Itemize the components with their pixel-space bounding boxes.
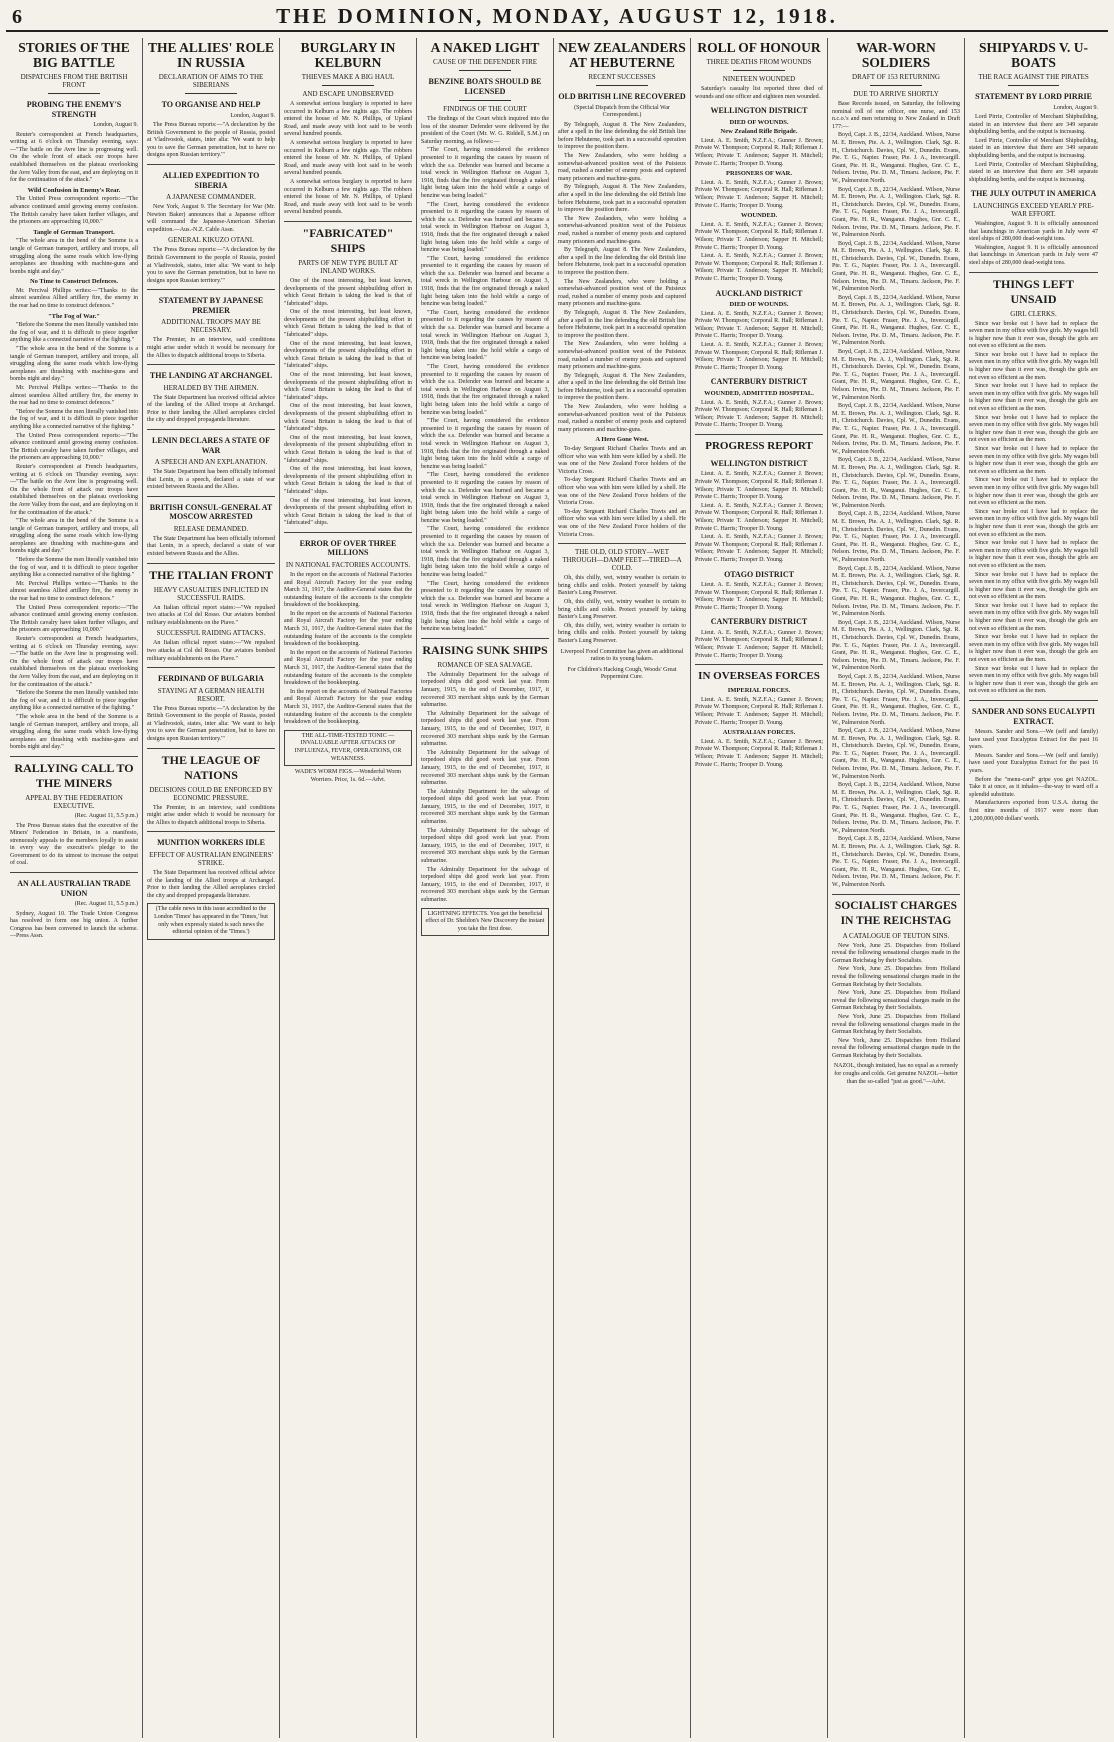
paragraph: Boyd, Capt. J. B., 22/34, Auckland. Wilson, Nurse M. E. Brown, Pte. A. J., Wellington. Clark, Sgt. R. H., Christchurch. Davies, Cpl. W., Dunedin. Evans, Pte. T. G., Napier. Fraser, Pte. J. A., Invercargill. Grant, Pte. H. R., Wanganui. Hughes, Gnr. C. E., Nelson. Irvine, Pte. D. M., Timaru. Jackson, Pte. F. W., Palmerston North. — [832, 132, 960, 184]
column-6 — [691, 38, 828, 1738]
subhead: DISPATCHES FROM THE BRITISH FRONT — [20, 73, 128, 89]
subhead: CAUSE OF THE DEFENDER FIRE — [432, 58, 538, 66]
column-8 — [965, 38, 1102, 1738]
subhead: PARTS OF NEW TYPE BUILT AT INLAND WORKS. — [298, 258, 398, 275]
paragraph: One of the most interesting, but least known, developments of the present shipbuilding effort in which Great Britain is taking the lead is that of "fabricated" ships. — [284, 372, 412, 401]
advertisement: THE ALL-TIME-TESTED TONIC — INVALUABLE AFTER ATTACKS OF INFLUENZA, FEVER, OPERATIONS, OR WEAKNESS. — [284, 730, 412, 766]
paragraph: Lieut. A. E. Smith, N.Z.F.A.; Gunner J. Brown; Private W. Thompson; Corporal R. Hall; Rifleman J. Wilson; Private T. Anderson; Sapper H. Mitchell; Private C. Harris; Trooper D. Young. — [695, 738, 823, 768]
paragraph: Lieut. A. E. Smith, N.Z.F.A.; Gunner J. Brown; Private W. Thompson; Corporal R. Hall; Rifleman J. Wilson; Private T. Anderson; Sapper H. Mitchell; Private C. Harris; Trooper D. Young. — [695, 471, 823, 501]
subhead: FINDINGS OF THE COURT — [443, 105, 527, 113]
paragraph: One of the most interesting, but least known, developments of the present shipbuilding effort in which Great Britain is taking the lead is that of "fabricated" ships. — [284, 403, 412, 433]
paragraph: Boyd, Capt. J. B., 22/34, Auckland. Wilson, Nurse M. E. Brown, Pte. A. J., Wellington. Clark, Sgt. R. H., Christchurch. Davies, Cpl. W., Dunedin. Evans, Pte. T. G., Napier. Fraser, Pte. J. A., Invercargill. Grant, Pte. H. R., Wanganui. Hughes, Gnr. C. E., Nelson. Irvine, Pte. D. M., Timaru. Jackson, Pte. F. W., Palmerston North. — [832, 186, 960, 239]
subhead: GENERAL KIKUZO OTANI. — [168, 236, 254, 245]
paragraph: Sydney, August 10. The Trade Union Congress has resolved to form one big union. A further Congress has been convened to launch the scheme.—Press Assn. — [10, 910, 138, 940]
subhead: PRISONERS OF WAR. — [726, 170, 792, 178]
dateline: London, August 9. — [1053, 104, 1098, 111]
paragraph: To-day Sergeant Richard Charles Travis and an officer who was with him were killed by a shell. He was one of the New Zealand Force holders of the Victoria Cross. — [558, 477, 686, 507]
subhead: DIED OF WOUNDS. — [729, 118, 789, 126]
dateline: London, August 9. — [93, 122, 138, 128]
headline-shipyards: SHIPYARDS V. U-BOATS — [979, 40, 1088, 70]
paragraph: Lieut. A. E. Smith, N.Z.F.A.; Gunner J. Brown; Private W. Thompson; Corporal R. Hall; Rifleman J. Wilson; Private T. Anderson; Sapper H. Mitchell; Private C. Harris; Trooper D. Young. — [695, 342, 823, 371]
paragraph: An Italian official report states:—"We repulsed two attacks at Col del Rosso. Our aviators bombed military establishments on the Piave." — [147, 604, 275, 626]
paragraph: One of the most interesting, but least known, developments of the present shipbuilding effort in which Great Britain is taking the lead is that of "fabricated" ships. — [284, 277, 412, 307]
subhead: No Time to Construct Defences. — [29, 278, 119, 286]
district-heading: OTAGO DISTRICT — [724, 569, 794, 579]
subhead: A SPEECH AND AN EXPLANATION. — [154, 458, 268, 467]
paragraph: The New Zealanders, who were holding a somewhat-advanced position west of the Puisieux road, rushed a number of enemy posts and captured many prisoners and machine-guns. — [558, 404, 686, 433]
paragraph: One of the most interesting, but least known, developments of the present shipbuilding effort in which Great Britain is taking the lead is that of "fabricated" ships. — [284, 497, 412, 527]
paragraph: By Telegraph, August 8. The New Zealanders, after a spell in the line defending the old British line before Hebuterne, took part in a successful operation to improve the position there. — [558, 247, 686, 276]
paragraph: Boyd, Capt. J. B., 22/34, Auckland. Wilson, Nurse M. E. Brown, Pte. A. J., Wellington. Clark, Sgt. R. H., Christchurch. Davies, Cpl. W., Dunedin. Evans, Pte. T. G., Napier. Fraser, Pte. J. A., Invercargill. Grant, Pte. H. R., Wanganui. Hughes, Gnr. C. E., Nelson. Irvine, Pte. D. M., Timaru. Jackson, Pte. F. W., Palmerston North. — [832, 457, 960, 509]
paragraph: "The whole area in the bend of the Somme is a tangle of German transport, artillery and troops, all struggling along the same roads which low-flying aeroplanes are thrashing with machine-guns and bombs night and day." — [10, 518, 138, 555]
paragraph: The United Press correspondent reports:—"The advance continued amid growing enemy confusion. The British cavalry have taken further villages, and the prisoners are approaching 10,000." — [10, 604, 138, 634]
advertisement: NAZOL, though imitated, has no equal as a remedy for coughs and colds. Get genuine NAZOL—better than the so-called "just as good."—Advt. — [833, 1063, 959, 1085]
paragraph: One of the most interesting, but least known, developments of the present shipbuilding effort in which Great Britain is taking the lead is that of "fabricated" ships. — [284, 434, 412, 464]
paragraph: The State Department has been officially informed that Lenin, in a speech, declared a state of war existed between Russia and the Allies. — [147, 469, 275, 491]
paragraph: Mr. Percival Phillips writes:—"Thanks to the almost seamless Allied artillery fire, the enemy in the rear had no time to construct defences." — [10, 580, 138, 603]
paragraph: The Admiralty Department for the salvage of torpedoed ships did good work last year. From January, 1915, to the end of December, 1917, it recovered 303 merchant ships sunk by the German submarine. — [421, 710, 549, 748]
paragraph: Since war broke out I have had to replace the seven men in my office with five girls. My wages bill is higher now than it ever was, though the girls are not even so efficient as the men. — [969, 634, 1098, 664]
paragraph: Lieut. A. E. Smith, N.Z.F.A.; Gunner J. Brown; Private W. Thompson; Corporal R. Hall; Rifleman J. Wilson; Private T. Anderson; Sapper H. Mitchell; Private C. Harris; Trooper D. Young. — [695, 399, 823, 429]
subhead: HERALDED BY THE AIRMEN. — [163, 383, 259, 392]
paragraph: Oh, this chilly, wet, wintry weather is certain to bring chills and colds. Protect yourself by taking Baxter's Lung Preserver. — [558, 622, 686, 644]
paragraph: Saturday's casualty list reported three died of wounds and one officer and eighteen men wounded. — [695, 86, 823, 100]
paragraph: The Press Bureau reports:—"A declaration by the British Government to the people of Russia, posted at Vladivostok, states, inter alia: 'We want to help you to save the German penetration, but to have no designs upon Russian territory.'" — [147, 247, 275, 284]
paragraph: "Before the Somme the men literally vanished into the fog of war, and it is difficult to piece together anything like a connected narrative of the fighting." — [10, 690, 138, 712]
subhead: IN NATIONAL FACTORIES ACCOUNTS. — [285, 560, 411, 569]
district-heading: WELLINGTON DISTRICT — [710, 458, 808, 468]
paragraph: Lieut. A. E. Smith, N.Z.F.A.; Gunner J. Brown; Private W. Thompson; Corporal R. Hall; Rifleman J. Wilson; Private T. Anderson; Sapper H. Mitchell; Private C. Harris; Trooper D. Young. — [695, 534, 823, 563]
subhead: ROMANCE OF SEA SALVAGE. — [437, 660, 533, 669]
paragraph: New York, June 25. Dispatches from Holland reveal the following sensational charges made in the German Reichstag by their Socialists. — [832, 990, 960, 1012]
paragraph: Since war broke out I have had to replace the seven men in my office with five girls. My wages bill is higher now than it ever was, though the girls are not even so efficient as the men. — [969, 446, 1098, 475]
paragraph: In the report on the accounts of National Factories and Royal Aircraft Factory for the year ending March 31, 1917, the Auditor-General states that the outstanding feature of the accounts is the complete breakdown of the bookkeeping. — [284, 649, 412, 687]
headline-war-worn: WAR-WORN SOLDIERS — [856, 40, 936, 70]
headline-naked-light: A NAKED LIGHT — [430, 40, 540, 55]
paragraph: Boyd, Capt. J. B., 22/34, Auckland. Wilson, Nurse M. E. Brown, Pte. A. J., Wellington. Clark, Sgt. R. H., Christchurch. Davies, Cpl. W., Dunedin. Evans, Pte. T. G., Napier. Fraser, Pte. J. A., Invercargill. Grant, Pte. H. R., Wanganui. Hughes, Gnr. C. E., Nelson. Irvine, Pte. D. M., Timaru. Jackson, Pte. F. W., Palmerston North. — [832, 294, 960, 347]
paragraph: "The Court, having considered the evidence presented to it regarding the causes by reason of which the s.s. Defender was burned and became a total wreck in Wellington Harbour on August 3, 1918, finds that the fire originated through a naked light being taken into the hold while a cargo of benzine was being loaded." — [421, 580, 549, 633]
subhead: DECISIONS COULD BE ENFORCED BY ECONOMIC PRESSURE. — [149, 785, 273, 802]
subhead: RELEASE DEMANDED. — [173, 524, 249, 533]
subhead: Tangle of German Transport. — [33, 228, 115, 236]
paragraph: Before the "menu-card" gripe you get NAZOL. Take it at once, as it inhales—the-way to ward off a splendid substitute. — [969, 776, 1098, 798]
dateline: London, August 9. — [230, 112, 275, 119]
subhead: ALLIED EXPEDITION TO SIBERIA — [162, 171, 260, 190]
subhead: LENIN DECLARES A STATE OF WAR — [152, 436, 270, 455]
paragraph: Lieut. A. E. Smith, N.Z.F.A.; Gunner J. Brown; Private W. Thompson; Corporal R. Hall; Rifleman J. Wilson; Private T. Anderson; Sapper H. Mitchell; Private C. Harris; Trooper D. Young. — [695, 137, 823, 167]
paragraph: Washington, August 9. It is officially announced that launchings in American yards in July were 47 steel ships of 280,000 dead-weight tons. — [969, 244, 1098, 266]
paragraph: Reuter's correspondent at French headquarters, writing at 6 o'clock on Thursday evening, says:—"The battle on the Avre line is progressing well. On the whole front of attack our troops have established themselves on the plateau overlooking the Avre Valley from the east, and are deploying on it for the continuation of the attack." — [10, 463, 138, 516]
paragraph: Boyd, Capt. J. B., 22/34, Auckland. Wilson, Nurse M. E. Brown, Pte. A. J., Wellington. Clark, Sgt. R. H., Christchurch. Davies, Cpl. W., Dunedin. Evans, Pte. T. G., Napier. Fraser, Pte. J. A., Invercargill. Grant, Pte. H. R., Wanganui. Hughes, Gnr. C. E., Nelson. Irvine, Pte. D. M., Timaru. Jackson, Pte. F. W., Palmerston North. — [832, 836, 960, 888]
subhead: STATEMENT BY JAPANESE PREMIER — [158, 296, 264, 315]
paragraph: Since war broke out I have had to replace the seven men in my office with five girls. My wages bill is higher now than it ever was, though the girls are not even so efficient as the men. — [969, 602, 1098, 632]
paragraph: Lord Pirrie, Controller of Merchant Shipbuilding, stated in an interview that there are 349 separate shipbuilding berths, and the output is increasing. — [969, 161, 1098, 183]
paragraph: In the report on the accounts of National Factories and Royal Aircraft Factory for the year ending March 31, 1917, the Auditor-General states that the outstanding feature of the accounts is the complete breakdown of the bookkeeping. — [284, 571, 412, 609]
headline-error: ERROR OF OVER THREE MILLIONS — [299, 538, 397, 558]
subhead: GIRL CLERKS. — [1010, 309, 1057, 318]
subhead: WOUNDED. — [740, 212, 778, 220]
paragraph: Since war broke out I have had to replace the seven men in my office with five girls. My wages bill is higher now than it ever was, though the girls are not even so efficient as the men. — [969, 571, 1098, 601]
headline-italian-front: THE ITALIAN FRONT — [149, 567, 273, 582]
paragraph: Lord Pirrie, Controller of Merchant Shipbuilding, stated in an interview that there are 349 separate shipbuilding berths, and the output is increasing. — [969, 114, 1098, 136]
paragraph: Boyd, Capt. J. B., 22/34, Auckland. Wilson, Nurse M. E. Brown, Pte. A. J., Wellington. Clark, Sgt. R. H., Christchurch. Davies, Cpl. W., Dunedin. Evans, Pte. T. G., Napier. Fraser, Pte. J. A., Invercargill. Grant, Pte. H. R., Wanganui. Hughes, Gnr. C. E., Nelson. Irvine, Pte. D. M., Timaru. Jackson, Pte. F. W., Palmerston North. — [832, 403, 960, 455]
headline-nz-hebuterne: NEW ZEALANDERS AT HEBUTERNE — [558, 40, 686, 70]
paragraph: One of the most interesting, but least known, developments of the present shipbuilding effort in which Great Britain is taking the lead is that of "fabricated" ships. — [284, 340, 412, 370]
paragraph: The Premier, in an interview, said conditions might arise under which it would be necessary for the Allies to dispatch additional troops to Siberia. — [147, 337, 275, 359]
headline-league: THE LEAGUE OF NATIONS — [161, 752, 261, 782]
subhead: A JAPANESE COMMANDER. — [166, 193, 256, 202]
paragraph: The Press Bureau reports:—"A declaration by the British Government to the people of Russia, posted at Vladivostok, states, inter alia: 'We want to help you to save the German penetration, but to have no designs upon Russian territory.'" — [147, 705, 275, 743]
paragraph: Since war broke out I have had to replace the seven men in my office with five girls. My wages bill is higher now than it ever was, though the girls are not even so efficient as the men. — [969, 540, 1098, 569]
paragraph: To-day Sergeant Richard Charles Travis and an officer who was with him were killed by a shell. He was one of the New Zealand Force holders of the Victoria Cross. — [558, 446, 686, 475]
paragraph: "The whole area in the bend of the Somme is a tangle of German transport, artillery and troops, all struggling along the same roads which low-flying aeroplanes are thrashing with machine-guns and bombs night and day." — [10, 713, 138, 751]
headline-big-battle: STORIES OF THE BIG BATTLE — [18, 40, 130, 70]
paragraph: Mr. Percival Phillips writes:—"Thanks to the almost seamless Allied artillery fire, the enemy in the rear had no time to construct defences." — [10, 287, 138, 310]
paragraph: Since war broke out I have had to replace the seven men in my office with five girls. My wages bill is higher now than it ever was, though the girls are not even so efficient as the men. — [969, 665, 1098, 695]
subhead: ADDITIONAL TROOPS MAY BE NECESSARY. — [161, 318, 261, 335]
paragraph: Boyd, Capt. J. B., 22/34, Auckland. Wilson, Nurse M. E. Brown, Pte. A. J., Wellington. Clark, Sgt. R. H., Christchurch. Davies, Cpl. W., Dunedin. Evans, Pte. T. G., Napier. Fraser, Pte. J. A., Invercargill. Grant, Pte. H. R., Wanganui. Hughes, Gnr. C. E., Nelson. Irvine, Pte. D. M., Timaru. Jackson, Pte. F. W., Palmerston North. — [832, 349, 960, 401]
paragraph: The Press Bureau states that the executive of the Miners' Federation in Britain, in a manifesto, strenuously appeals to the members loyally to assist in every way the executive's pledge to the Government to do its utmost to increase the output of coal. — [10, 822, 138, 867]
paragraph: The Admiralty Department for the salvage of torpedoed ships did good work last year. From January, 1915, to the end of December, 1917, it recovered 303 merchant ships sunk by the German submarine. — [421, 788, 549, 826]
advertisement: Liverpool Food Committee has given an additional ration to its young bakers. — [560, 648, 684, 663]
paragraph: Mr. Percival Phillips writes:—"Thanks to the almost seamless Allied artillery fire, the enemy in the rear had no time to construct defences." — [10, 385, 138, 407]
paragraph: "The Court, having considered the evidence presented to it regarding the causes by reason of which the s.s. Defender was burned and became a total wreck in Wellington Harbour on August 3, 1918, finds that the fire originated through a naked light being taken into the hold while a cargo of benzine was being loaded." — [421, 147, 549, 199]
paragraph: A somewhat serious burglary is reported to have occurred in Kelburn a few nights ago. The robbers entered the house of Mr. N. Phillips, of Upland Road, and made away with loot said to be worth several hundred pounds. — [284, 178, 412, 216]
paragraph: One of the most interesting, but least known, developments of the present shipbuilding effort in which Great Britain is taking the lead is that of "fabricated" ships. — [284, 466, 412, 495]
paragraph: Lieut. A. E. Smith, N.Z.F.A.; Gunner J. Brown; Private W. Thompson; Corporal R. Hall; Rifleman J. Wilson; Private T. Anderson; Sapper H. Mitchell; Private C. Harris; Trooper D. Young. — [695, 582, 823, 611]
subhead: HEAVY CASUALTIES INFLICTED IN SUCCESSFUL RAIDS. — [153, 585, 269, 602]
advertisement: WADE'S WORM FIGS.—Wonderful Worm Worriers. Price, 1s. 6d.—Advt. — [294, 769, 402, 783]
paragraph: The Press Bureau reports:—"A declaration by the British Government to the people of Russia, posted at Vladivostok, states, inter alia: 'We want to help you to save the German penetration, but to have no designs upon Russian territory.'" — [147, 122, 275, 159]
paragraph: Since war broke out I have had to replace the seven men in my office with five girls. My wages bill is higher now than it ever was, though the girls are not even so efficient as the men. — [969, 351, 1098, 381]
paragraph: "The Court, having considered the evidence presented to it regarding the causes by reason of which the s.s. Defender was burned and became a total wreck in Wellington Harbour on August 3, 1918, finds that the fire originated through a naked light being taken into the hold while a cargo of benzine was being loaded." — [421, 364, 549, 416]
paragraph: The findings of the Court which inquired into the loss of the steamer Defender were delivered by the president of the Court (Mr. W. G. Riddell, S.M.) on Saturday morning, as follows:— — [421, 116, 549, 145]
paragraph: "The Court, having considered the evidence presented to it regarding the causes by reason of which the s.s. Defender was burned and became a total wreck in Wellington Harbour on August 3, 1918, finds that the fire originated through a naked light being taken into the hold while a cargo of benzine was being loaded." — [421, 309, 549, 362]
paragraph: The Admiralty Department for the salvage of torpedoed ships did good work last year. From January, 1915, to the end of December, 1917, it recovered 303 merchant ships sunk by the German submarine. — [421, 671, 549, 709]
subhead: BENZINE BOATS SHOULD BE LICENSED — [428, 77, 542, 96]
masthead — [6, 4, 1108, 32]
paragraph: A somewhat serious burglary is reported to have occurred in Kelburn a few nights ago. The robbers entered the house of Mr. N. Phillips, of Upland Road, and made away with loot said to be worth several hundred pounds. — [284, 101, 412, 138]
paragraph: Boyd, Capt. J. B., 22/34, Auckland. Wilson, Nurse M. E. Brown, Pte. A. J., Wellington. Clark, Sgt. R. H., Christchurch. Davies, Cpl. W., Dunedin. Evans, Pte. T. G., Napier. Fraser, Pte. J. A., Invercargill. Grant, Pte. H. R., Wanganui. Hughes, Gnr. C. E., Nelson. Irvine, Pte. D. M., Timaru. Jackson, Pte. F. W., Palmerston North. — [832, 673, 960, 726]
subhead: "The Fog of War." — [48, 312, 100, 320]
subhead: New Zealand Rifle Brigade. — [720, 128, 798, 136]
paragraph: An Italian official report states:—"We repulsed two attacks at Col del Rosso. Our aviators bombed military establishments on the Piave." — [147, 640, 275, 662]
subhead: A CATALOGUE OF TEUTON SINS. — [842, 931, 950, 940]
paragraph: Boyd, Capt. J. B., 22/34, Auckland. Wilson, Nurse M. E. Brown, Pte. A. J., Wellington. Clark, Sgt. R. H., Christchurch. Davies, Cpl. W., Dunedin. Evans, Pte. T. G., Napier. Fraser, Pte. J. A., Invercargill. Grant, Pte. H. R., Wanganui. Hughes, Gnr. C. E., Nelson. Irvine, Pte. D. M., Timaru. Jackson, Pte. F. W., Palmerston North. — [832, 782, 960, 834]
subhead: WOUNDED, ADMITTED HOSPITAL. — [704, 389, 814, 397]
subhead: DIED OF WOUNDS. — [729, 301, 789, 309]
headline-trade-union: AN ALL AUSTRALIAN TRADE UNION — [17, 879, 131, 898]
subhead: DUE TO ARRIVE SHORTLY — [853, 90, 939, 98]
subhead: PROBING THE ENEMY'S STRENGTH — [26, 100, 122, 119]
column-4 — [417, 38, 554, 1738]
subhead: STATEMENT BY LORD PIRRIE — [975, 92, 1092, 101]
paragraph: One of the most interesting, but least known, developments of the present shipbuilding effort in which Great Britain is taking the lead is that of "fabricated" ships. — [284, 309, 412, 339]
headline-roll-of-honour: ROLL OF HONOUR — [697, 40, 821, 55]
paragraph: In the report on the accounts of National Factories and Royal Aircraft Factory for the year ending March 31, 1917, the Auditor-General states that the outstanding feature of the accounts is the complete breakdown of the bookkeeping. — [284, 688, 412, 726]
subhead: BRITISH CONSUL-GENERAL AT MOSCOW ARRESTED — [149, 502, 273, 522]
dateline: (Rec. August 11, 5.5 p.m.) — [74, 812, 138, 819]
paragraph: New York, June 25. Dispatches from Holland reveal the following sensational charges made in the German Reichstag by their Socialists. — [832, 1037, 960, 1059]
paragraph: To-day Sergeant Richard Charles Travis and an officer who was with him were killed by a shell. He was one of the New Zealand Force holders of the Victoria Cross. — [558, 508, 686, 538]
headline-sunk-ships: RAISING SUNK SHIPS — [422, 642, 548, 657]
paragraph: Messrs. Sander and Sons.—We (self and family) have used your Eucalyptus Extract for the past 16 years. — [969, 729, 1098, 751]
subhead: A Hero Gone West. — [595, 436, 649, 444]
paragraph: New York, June 25. Dispatches from Holland reveal the following sensational charges made in the German Reichstag by their Socialists. — [832, 942, 960, 964]
notice-box: (The cable news in this issue accredited to the London 'Times' has appeared in the 'Times,' but only when expressly stated is such news the editorial opinion of the 'Times.') — [147, 903, 275, 939]
paragraph: Reuter's correspondent at French headquarters, writing at 6 o'clock on Thursday evening, says:—"The battle on the Avre line is progressing well. On the whole front of attack our troops have established themselves on the plateau overlooking the Avre Valley from the east, and are deploying on it for the continuation of the attack." — [10, 636, 138, 688]
paragraph: Since war broke out I have had to replace the seven men in my office with five girls. My wages bill is higher now than it ever was, though the girls are not even so efficient as the men. — [969, 508, 1098, 538]
paragraph: The Admiralty Department for the salvage of torpedoed ships did good work last year. From January, 1915, to the end of December, 1917, it recovered 303 merchant ships sunk by the German submarine. — [421, 866, 549, 903]
headline-overseas: IN OVERSEAS FORCES — [698, 670, 820, 683]
dateline: (Special Dispatch from the Official War Correspondent.) — [574, 104, 670, 119]
subhead: EFFECT OF AUSTRALIAN ENGINEERS' STRIKE. — [149, 850, 273, 867]
paragraph: In the report on the accounts of National Factories and Royal Aircraft Factory for the year ending March 31, 1917, the Auditor-General states that the outstanding feature of the accounts is the complete breakdown of the bookkeeping. — [284, 610, 412, 648]
subhead: OLD BRITISH LINE RECOVERED — [558, 92, 686, 101]
paragraph: New York, August 9. The Secretary for War (Mr. Newton Baker) announces that a Japanese officer will command the Japanese-American Siberian expedition.—Aus.-N.Z. Cable Assn. — [147, 204, 275, 233]
paragraph: Base Records issued, on Saturday, the following nominal roll of one officer, one nurse, and 153 n.c.o.'s and men returning to New Zealand in Draft 177:— — [832, 101, 960, 130]
column-1 — [6, 38, 143, 1738]
paragraph: "Before the Somme the men literally vanished into the fog of war, and it is difficult to piece together anything like a connected narrative of the fighting." — [10, 557, 138, 579]
paragraph: Lieut. A. E. Smith, N.Z.F.A.; Gunner J. Brown; Private W. Thompson; Corporal R. Hall; Rifleman J. Wilson; Private T. Anderson; Sapper H. Mitchell; Private C. Harris; Trooper D. Young. — [695, 221, 823, 251]
paragraph: Oh, this chilly, wet, wintry weather is certain to bring chills and colds. Protect yourself by taking Baxter's Lung Preserver. — [558, 598, 686, 621]
subhead: TO ORGANISE AND HELP — [161, 100, 261, 109]
page-number: 6 — [12, 6, 22, 28]
paragraph: "Before the Somme the men literally vanished into the fog of war, and it is difficult to piece together anything like a connected narrative of the fighting." — [10, 408, 138, 430]
subhead: AND ESCAPE UNOBSERVED — [302, 90, 394, 98]
district-heading: CANTERBURY DISTRICT — [710, 617, 808, 627]
paragraph: The New Zealanders, who were holding a somewhat-advanced position west of the Puisieux road, rushed a number of enemy posts and captured many prisoners and machine-guns. — [558, 278, 686, 308]
column-5 — [554, 38, 691, 1738]
subhead: Wild Confusion in Enemy's Rear. — [27, 186, 121, 194]
headline-progress-report: PROGRESS REPORT — [705, 439, 813, 452]
paragraph: By Telegraph, August 8. The New Zealanders, after a spell in the line defending the old British line before Hebuterne, took part in a successful operation to improve the position there. — [558, 309, 686, 339]
paragraph: Boyd, Capt. J. B., 22/34, Auckland. Wilson, Nurse M. E. Brown, Pte. A. J., Wellington. Clark, Sgt. R. H., Christchurch. Davies, Cpl. W., Dunedin. Evans, Pte. T. G., Napier. Fraser, Pte. J. A., Invercargill. Grant, Pte. H. R., Wanganui. Hughes, Gnr. C. E., Nelson. Irvine, Pte. D. M., Timaru. Jackson, Pte. F. W., Palmerston North. — [832, 728, 960, 780]
headline-allies-russia: THE ALLIES' ROLE IN RUSSIA — [147, 40, 275, 70]
paragraph: By Telegraph, August 8. The New Zealanders, after a spell in the line defending the old British line before Hebuterne, took part in a successful operation to improve the position there. — [558, 184, 686, 214]
dateline: (Rec. August 11, 5.5 p.m.) — [74, 901, 138, 908]
subhead: THE OLD, OLD STORY—WET THROUGH—DAMP FEET—TIRED—A COLD. — [562, 548, 682, 573]
subhead: MUNITION WORKERS IDLE — [157, 838, 265, 848]
paragraph: Since war broke out I have had to replace the seven men in my office with five girls. My wages bill is higher now than it ever was, though the girls are not even so efficient as the men. — [969, 477, 1098, 507]
paragraph: New York, June 25. Dispatches from Holland reveal the following sensational charges made in the German Reichstag by their Socialists. — [832, 1013, 960, 1036]
paragraph: By Telegraph, August 8. The New Zealanders, after a spell in the line defending the old British line before Hebuterne, took part in a successful operation to improve the position there. — [558, 121, 686, 151]
column-7 — [828, 38, 965, 1738]
headline-things-left-unsaid: THINGS LEFT UNSAID — [992, 276, 1075, 306]
paragraph: By Telegraph, August 8. The New Zealanders, after a spell in the line defending the old British line before Hebuterne, took part in a successful operation to improve the position there. — [558, 372, 686, 402]
district-heading: AUCKLAND DISTRICT — [715, 288, 803, 298]
paragraph: Since war broke out I have had to replace the seven men in my office with five girls. My wages bill is higher now than it ever was, though the girls are not even so efficient as the men. — [969, 414, 1098, 444]
paragraph: The New Zealanders, who were holding a somewhat-advanced position west of the Puisieux road, rushed a number of enemy posts and captured many prisoners and machine-guns. — [558, 341, 686, 371]
subhead: STAYING AT A GERMAN HEALTH RESORT. — [157, 686, 265, 703]
headline-fabricated-ships: "FABRICATED" SHIPS — [302, 225, 394, 255]
subhead: LAUNCHINGS EXCEED YEARLY PRE-WAR EFFORT. — [973, 201, 1094, 218]
paragraph: Lieut. A. E. Smith, N.Z.F.A.; Gunner J. Brown; Private W. Thompson; Corporal R. Hall; Rifleman J. Wilson; Private T. Anderson; Sapper H. Mitchell; Private C. Harris; Trooper D. Young. — [695, 253, 823, 282]
advertisement: LIGHTNING EFFECTS. You get the beneficial effect of Dr. Sheldon's New Discovery the instant you take the first dose. — [421, 908, 549, 937]
column-2 — [143, 38, 280, 1738]
paragraph: Boyd, Capt. J. B., 22/34, Auckland. Wilson, Nurse M. E. Brown, Pte. A. J., Wellington. Clark, Sgt. R. H., Christchurch. Davies, Cpl. W., Dunedin. Evans, Pte. T. G., Napier. Fraser, Pte. J. A., Invercargill. Grant, Pte. H. R., Wanganui. Hughes, Gnr. C. E., Nelson. Irvine, Pte. D. M., Timaru. Jackson, Pte. F. W., Palmerston North. — [832, 511, 960, 564]
paragraph: The State Department has received official advice of the landing of the Allied troops at Archangel. Prior to their landing the Allied aeroplanes circled the city and dropped propaganda literature. — [147, 394, 275, 424]
paragraph: New York, June 25. Dispatches from Holland reveal the following sensational charges made in the German Reichstag by their Socialists. — [832, 966, 960, 988]
paragraph: "The Court, having considered the evidence presented to it regarding the causes by reason of which the s.s. Defender was burned and became a total wreck in Wellington Harbour on August 3, 1918, finds that the fire originated through a naked light being taken into the hold while a cargo of benzine was being loaded." — [421, 418, 549, 470]
paragraph: Manufacturers exported from U.S.A. during the first nine months of 1917 were more than 1,200,000,000 dollars' worth. — [969, 800, 1098, 822]
paragraph: "The Court, having considered the evidence presented to it regarding the causes by reason of which the s.s. Defender was burned and became a total wreck in Wellington Harbour on August 3, 1918, finds that the fire originated through a naked light being taken into the hold while a cargo of benzine was being loaded." — [421, 201, 549, 254]
paragraph: "The whole area in the bend of the Somme is a tangle of German transport, artillery and troops, all struggling along the same roads which low-flying aeroplanes are thrashing with machine-guns and bombs night and day." — [10, 346, 138, 383]
paragraph: Boyd, Capt. J. B., 22/34, Auckland. Wilson, Nurse M. E. Brown, Pte. A. J., Wellington. Clark, Sgt. R. H., Christchurch. Davies, Cpl. W., Dunedin. Evans, Pte. T. G., Napier. Fraser, Pte. J. A., Invercargill. Grant, Pte. H. R., Wanganui. Hughes, Gnr. C. E., Nelson. Irvine, Pte. D. M., Timaru. Jackson, Pte. F. W., Palmerston North. — [832, 240, 960, 293]
subhead: THREE DEATHS FROM WOUNDS — [706, 58, 812, 66]
subhead: FERDINAND OF BULGARIA — [158, 674, 264, 684]
paragraph: The Admiralty Department for the salvage of torpedoed ships did good work last year. From January, 1915, to the end of December, 1917, it recovered 303 merchant ships sunk by the German submarine. — [421, 749, 549, 787]
paragraph: Reuter's correspondent at French headquarters, writing at 6 o'clock on Thursday evening, says:—"The battle on the Avre line is progressing well. On the whole front of attack our troops have established themselves on the plateau overlooking the Avre Valley from the east, and are deploying on it for the continuation of the attack." — [10, 131, 138, 184]
paragraph: "The Court, having considered the evidence presented to it regarding the causes by reason of which the s.s. Defender was burned and became a total wreck in Wellington Harbour on August 3, 1918, finds that the fire originated through a naked light being taken into the hold while a cargo of benzine was being loaded." — [421, 255, 549, 308]
headline-socialist: SOCIALIST CHARGES IN THE REICHSTAG — [834, 899, 958, 927]
paragraph: Boyd, Capt. J. B., 22/34, Auckland. Wilson, Nurse M. E. Brown, Pte. A. J., Wellington. Clark, Sgt. R. H., Christchurch. Davies, Cpl. W., Dunedin. Evans, Pte. T. G., Napier. Fraser, Pte. J. A., Invercargill. Grant, Pte. H. R., Wanganui. Hughes, Gnr. C. E., Nelson. Irvine, Pte. D. M., Timaru. Jackson, Pte. F. W., Palmerston North. — [832, 619, 960, 672]
column-3 — [280, 38, 417, 1738]
headline-miners: RALLYING CALL TO THE MINERS — [14, 760, 134, 790]
paragraph: Since war broke out I have had to replace the seven men in my office with five girls. My wages bill is higher now than it ever was, though the girls are not even so efficient as the men. — [969, 320, 1098, 350]
district-heading: WELLINGTON DISTRICT — [710, 106, 808, 116]
paragraph: The Premier, in an interview, said conditions might arise under which it would be necessary for the Allies to dispatch additional troops to Siberia. — [147, 804, 275, 826]
subhead: THE LANDING AT ARCHANGEL — [149, 371, 273, 381]
paragraph: The United Press correspondent reports:—"The advance continued amid growing enemy confusion. The British cavalry have taken further villages, and the prisoners are approaching 10,000." — [10, 196, 138, 226]
headline-burglary: BURGLARY IN KELBURN — [300, 40, 396, 70]
subhead: THE RACE AGAINST THE PIRATES — [978, 73, 1089, 81]
headline-sander: SANDER AND SONS EUCALYPTI EXTRACT. — [971, 707, 1096, 726]
paragraph: Lieut. A. E. Smith, N.Z.F.A.; Gunner J. Brown; Private W. Thompson; Corporal R. Hall; Rifleman J. Wilson; Private T. Anderson; Sapper H. Mitchell; Private C. Harris; Trooper D. Young. — [695, 179, 823, 209]
subhead: RECENT SUCCESSES — [588, 73, 656, 81]
paragraph: Lieut. A. E. Smith, N.Z.F.A.; Gunner J. Brown; Private W. Thompson; Corporal R. Hall; Rifleman J. Wilson; Private T. Anderson; Sapper H. Mitchell; Private C. Harris; Trooper D. Young. — [695, 696, 823, 726]
subhead: DRAFT OF 153 RETURNING — [852, 73, 940, 81]
paragraph: Lieut. A. E. Smith, N.Z.F.A.; Gunner J. Brown; Private W. Thompson; Corporal R. Hall; Rifleman J. Wilson; Private T. Anderson; Sapper H. Mitchell; Private C. Harris; Trooper D. Young. — [695, 310, 823, 340]
masthead-title: THE DOMINION, MONDAY, AUGUST 12, 1918. — [276, 4, 838, 28]
paragraph: Messrs. Sander and Sons.—We (self and family) have used your Eucalyptus Extract for the past 16 years. — [969, 752, 1098, 774]
subhead: AUSTRALIAN FORCES. — [722, 729, 796, 737]
paragraph: The State Department has received official advice of the landing of the Allied troops at Archangel. Prior to their landing the Allied aeroplanes circled the city and dropped propaganda literature. — [147, 869, 275, 899]
paragraph: The New Zealanders, who were holding a somewhat-advanced position west of the Puisieux road, rushed a number of enemy posts and captured many prisoners and machine-guns. — [558, 153, 686, 182]
subhead: IMPERIAL FORCES. — [727, 687, 791, 695]
paragraph: "The whole area in the bend of the Somme is a tangle of German transport, artillery and troops, all struggling along the same roads which low-flying aeroplanes are thrashing with machine-guns and bombs night and day." — [10, 238, 138, 275]
subhead: SUCCESSFUL RAIDING ATTACKS. — [156, 629, 266, 638]
paragraph: The State Department has been officially informed that Lenin, in a speech, declared a state of war existed between Russia and the Allies. — [147, 535, 275, 558]
subhead: APPEAL BY THE FEDERATION EXECUTIVE. — [25, 793, 123, 810]
subhead: THIEVES MAKE A BIG HAUL — [301, 73, 395, 81]
paragraph: Lieut. A. E. Smith, N.Z.F.A.; Gunner J. Brown; Private W. Thompson; Corporal R. Hall; Rifleman J. Wilson; Private T. Anderson; Sapper H. Mitchell; Private C. Harris; Trooper D. Young. — [695, 629, 823, 659]
paragraph: The United Press correspondent reports:—"The advance continued amid growing enemy confusion. The British cavalry have taken further villages, and the prisoners are approaching 10,000." — [10, 432, 138, 462]
subhead: NINETEEN WOUNDED — [722, 75, 796, 83]
paragraph: The New Zealanders, who were holding a somewhat-advanced position west of the Puisieux road, rushed a number of enemy posts and captured many prisoners and machine-guns. — [558, 215, 686, 245]
paragraph: Washington, August 9. It is officially announced that launchings in American yards in July were 47 steel ships of 280,000 dead-weight tons. — [969, 220, 1098, 243]
subhead: THE JULY OUTPUT IN AMERICA — [970, 189, 1097, 199]
paragraph: "Before the Somme the men literally vanished into the fog of war, and it is difficult to piece together anything like a connected narrative of the fighting." — [10, 322, 138, 344]
paragraph: A somewhat serious burglary is reported to have occurred in Kelburn a few nights ago. The robbers entered the house of Mr. N. Phillips, of Upland Road, and made away with loot said to be worth several hundred pounds. — [284, 139, 412, 177]
paragraph: Oh, this chilly, wet, wintry weather is certain to bring chills and colds. Protect yourself by taking Baxter's Lung Preserver. — [558, 575, 686, 597]
subhead: DECLARATION OF AIMS TO THE SIBERIANS — [158, 73, 264, 89]
paragraph: "The Court, having considered the evidence presented to it regarding the causes by reason of which the s.s. Defender was burned and became a total wreck in Wellington Harbour on August 3, 1918, finds that the fire originated through a naked light being taken into the hold while a cargo of benzine was being loaded." — [421, 526, 549, 579]
paragraph: "The Court, having considered the evidence presented to it regarding the causes by reason of which the s.s. Defender was burned and became a total wreck in Wellington Harbour on August 3, 1918, finds that the fire originated through a naked light being taken into the hold while a cargo of benzine was being loaded." — [421, 472, 549, 524]
paragraph: Boyd, Capt. J. B., 22/34, Auckland. Wilson, Nurse M. E. Brown, Pte. A. J., Wellington. Clark, Sgt. R. H., Christchurch. Davies, Cpl. W., Dunedin. Evans, Pte. T. G., Napier. Fraser, Pte. J. A., Invercargill. Grant, Pte. H. R., Wanganui. Hughes, Gnr. C. E., Nelson. Irvine, Pte. D. M., Timaru. Jackson, Pte. F. W., Palmerston North. — [832, 565, 960, 618]
paragraph: Since war broke out I have had to replace the seven men in my office with five girls. My wages bill is higher now than it ever was, though the girls are not even so efficient as the men. — [969, 383, 1098, 413]
paragraph: The Admiralty Department for the salvage of torpedoed ships did good work last year. From January, 1915, to the end of December, 1917, it recovered 303 merchant ships sunk by the German submarine. — [421, 827, 549, 865]
advertisement: For Children's Hacking Cough, Woods' Great Peppermint Cure. — [567, 666, 677, 681]
paragraph: Lieut. A. E. Smith, N.Z.F.A.; Gunner J. Brown; Private W. Thompson; Corporal R. Hall; Rifleman J. Wilson; Private T. Anderson; Sapper H. Mitchell; Private C. Harris; Trooper D. Young. — [695, 502, 823, 532]
district-heading: CANTERBURY DISTRICT — [710, 377, 808, 387]
paragraph: Lord Pirrie, Controller of Merchant Shipbuilding, stated in an interview that there are 349 separate shipbuilding berths, and the output is increasing. — [969, 137, 1098, 160]
